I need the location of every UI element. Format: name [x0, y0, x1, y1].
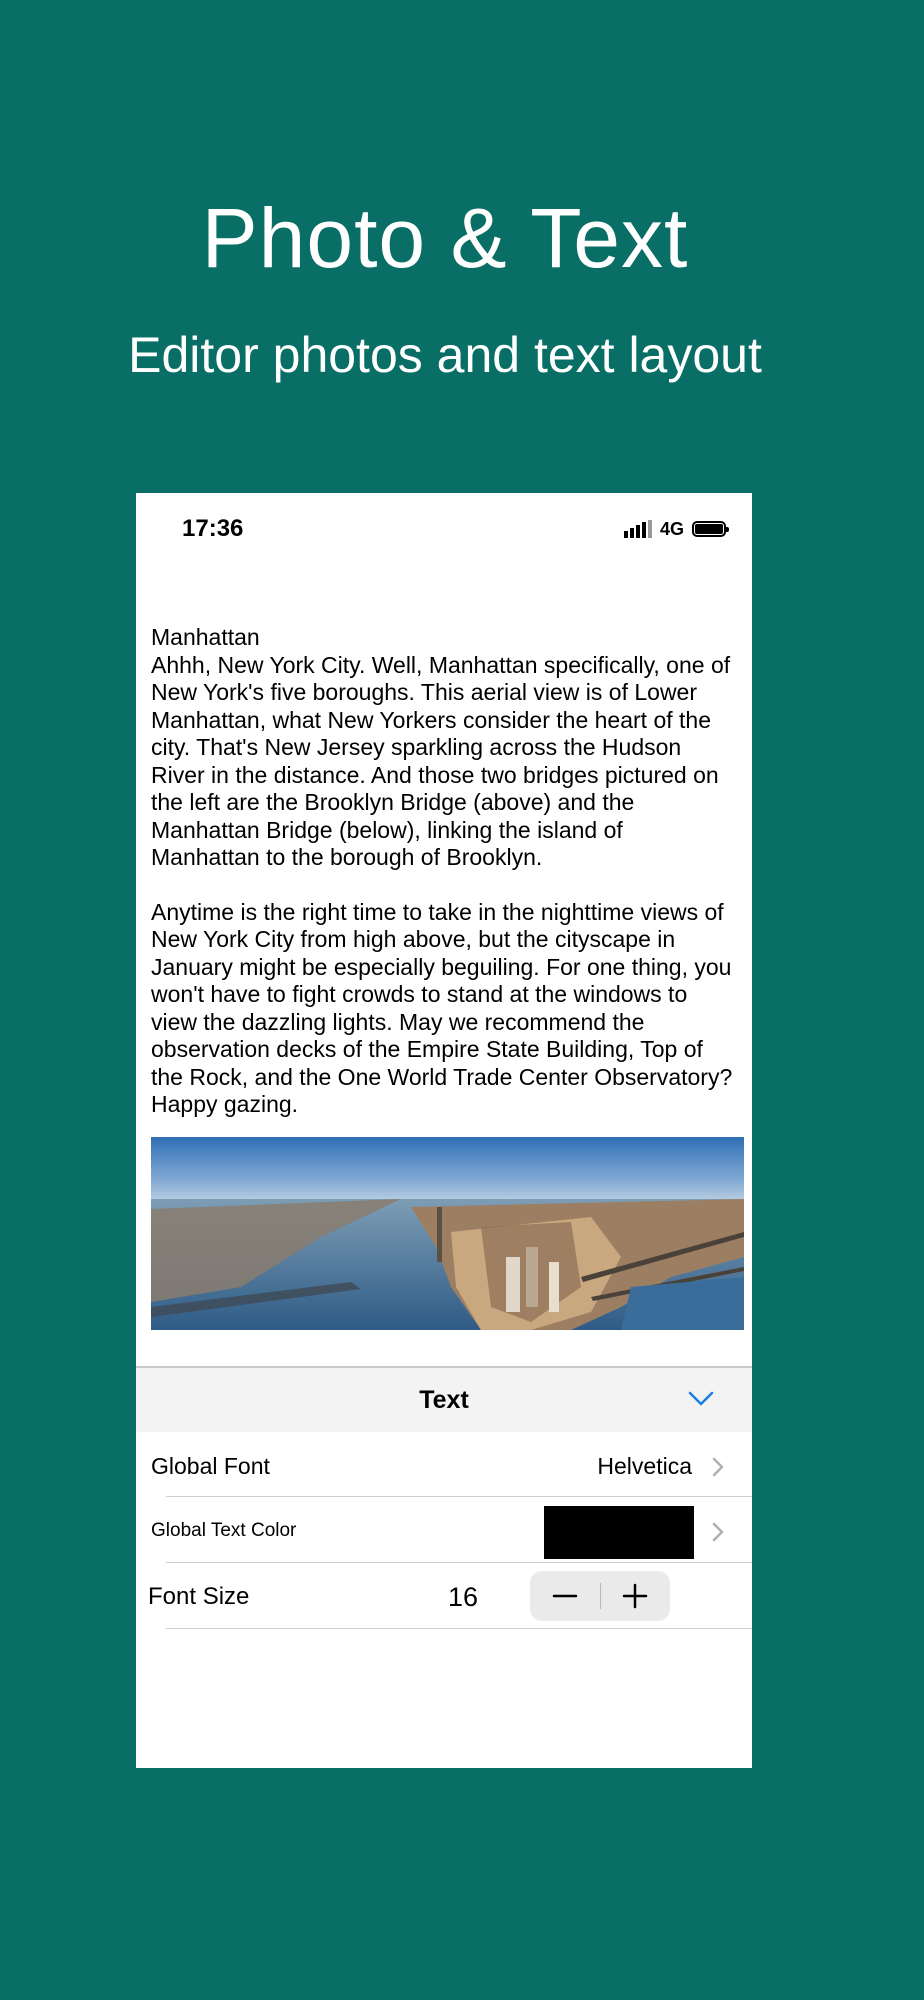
battery-icon	[692, 521, 726, 537]
phone-screen	[136, 493, 752, 1768]
article-paragraph: Ahhh, New York City. Well, Manhattan specifically, one of New York's five boroughs. This aerial view is of Lower Manhattan, what New Yorkers consider the heart of the city. That's New Jersey sparkling across the Hudson River in the distance. And those two bridges pictured on the left are the Brooklyn Bridge (above) and the Manhattan Bridge (below), linking the island of Manhattan to the borough of Brooklyn.	[151, 651, 731, 870]
global-font-label: Global Font	[151, 1453, 270, 1479]
text-panel-title: Text	[419, 1386, 469, 1414]
text-panel-header[interactable]	[136, 1366, 752, 1432]
hero-title: Photo & Text	[201, 191, 689, 285]
divider	[166, 1628, 752, 1629]
decrement-button[interactable]	[530, 1571, 600, 1621]
font-size-value: 16	[448, 1582, 479, 1612]
global-font-value: Helvetica	[597, 1453, 692, 1479]
font-size-label: Font Size	[148, 1583, 250, 1610]
increment-button[interactable]	[600, 1571, 670, 1621]
signal-bars-icon	[624, 520, 652, 538]
hero-subtitle: Editor photos and text layout	[128, 327, 762, 383]
manhattan-aerial-photo[interactable]	[151, 1137, 744, 1330]
divider	[166, 1562, 752, 1563]
font-size-stepper[interactable]	[530, 1571, 670, 1621]
chevron-right-icon	[712, 1522, 724, 1542]
divider	[166, 1496, 752, 1497]
article-paragraph: Anytime is the right time to take in the nighttime views of New York City from high above, but the cityscape in January might be especially beguiling. For one thing, you won't have to fight crowds to stand at the windows to view the dazzling lights. May we recommend the observation decks of the Empire State Building, Top of the Rock, and the One World Trade Center Observatory? Happy gazing.	[151, 898, 733, 1117]
global-font-row[interactable]	[136, 1433, 752, 1497]
global-text-color-label: Global Text Color	[151, 1520, 297, 1541]
article-heading: Manhattan	[151, 624, 260, 650]
article-text[interactable]	[151, 624, 736, 1119]
plus-icon	[600, 1571, 670, 1621]
minus-icon	[530, 1571, 600, 1621]
chevron-down-icon[interactable]	[688, 1390, 714, 1408]
text-color-swatch[interactable]	[544, 1506, 694, 1559]
status-bar	[136, 493, 752, 567]
global-text-color-row[interactable]	[136, 1498, 752, 1562]
chevron-right-icon	[712, 1457, 724, 1477]
status-indicators	[624, 517, 726, 541]
status-time: 17:36	[182, 515, 244, 542]
font-size-row	[136, 1564, 752, 1628]
network-label: 4G	[659, 518, 684, 539]
